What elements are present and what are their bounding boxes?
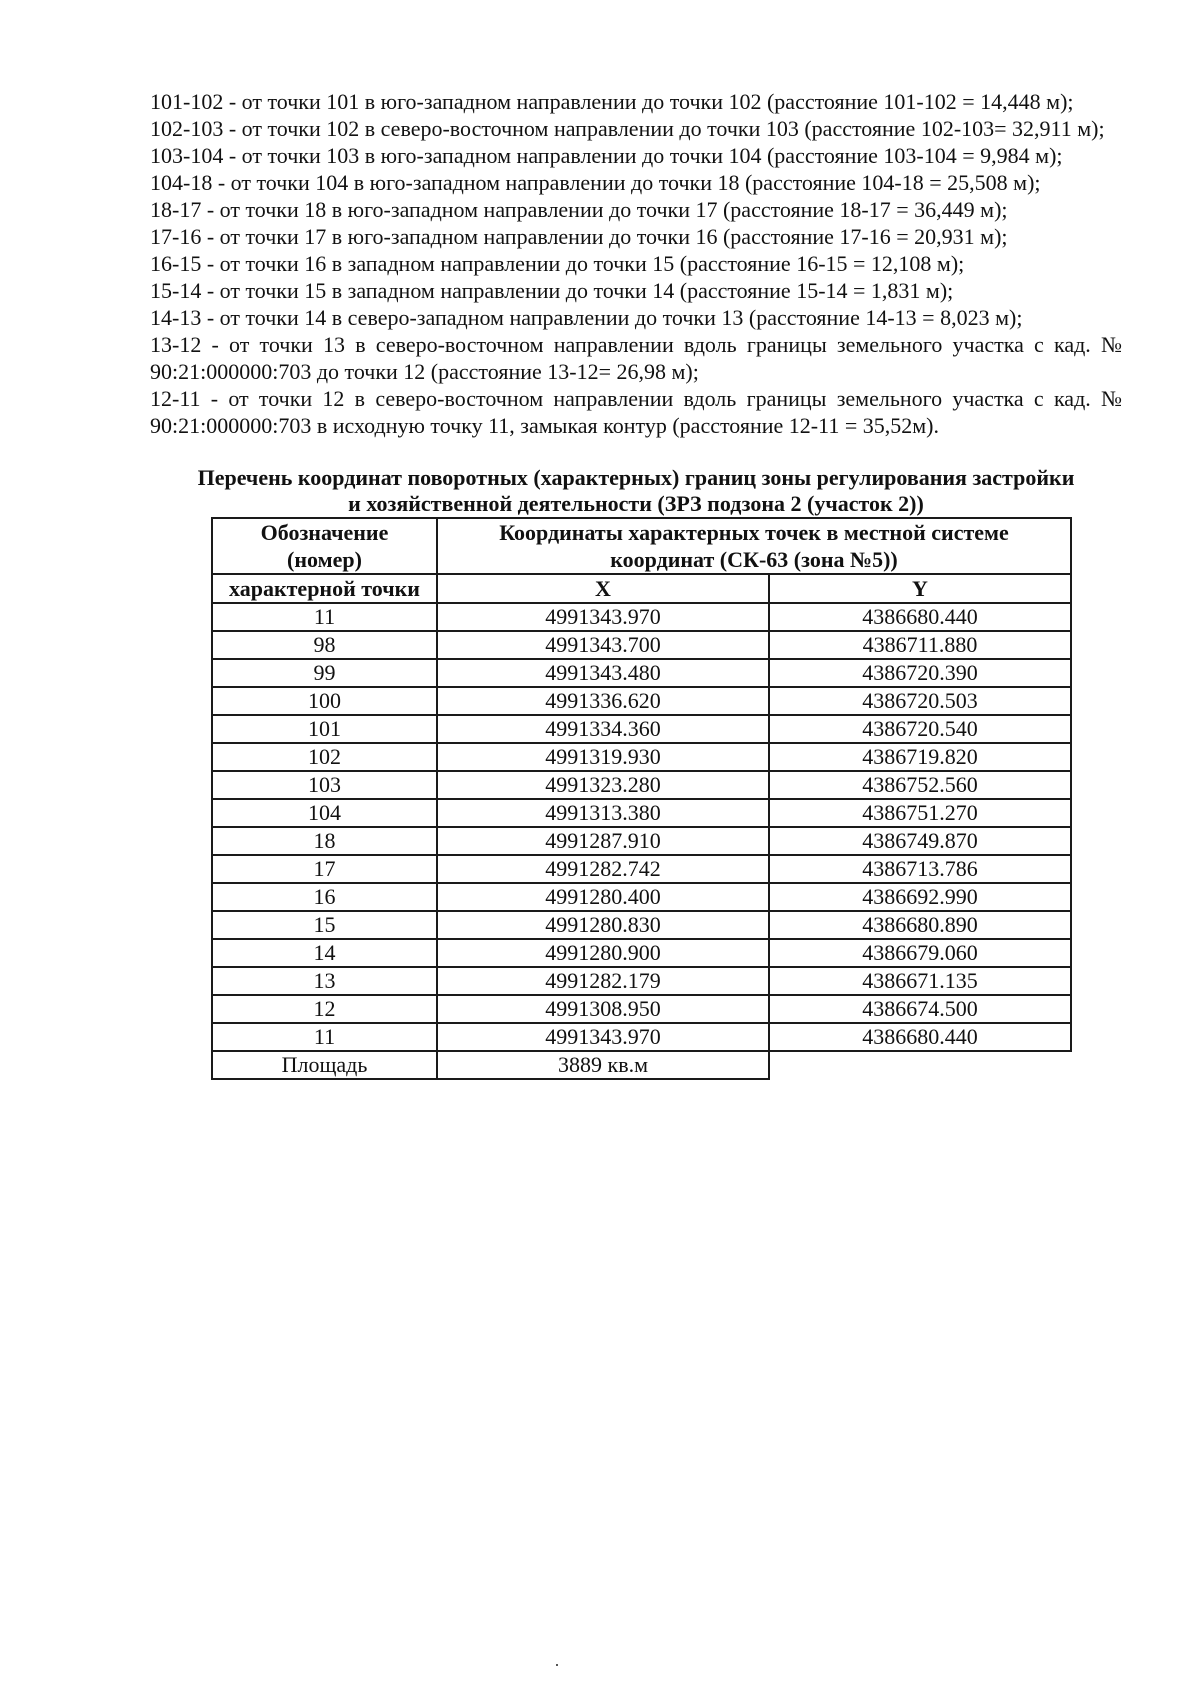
table-row [212,827,1071,855]
point-cell: 98 [212,631,437,659]
y-cell: 4386720.390 [769,659,1071,687]
x-cell: 4991323.280 [437,771,769,799]
y-cell: 4386680.440 [769,1023,1071,1051]
table-row [212,995,1071,1023]
y-cell: 4386674.500 [769,995,1071,1023]
x-cell: 4991308.950 [437,995,769,1023]
point-header-line: (номер) [287,547,362,572]
point-cell: 12 [212,995,437,1023]
y-cell: 4386749.870 [769,827,1071,855]
boundary-segment-description: 102-103 - от точки 102 в северо-восточном направлении до точки 103 (расстояние 102-103= 32,911 м); [150,116,1105,141]
point-cell: 15 [212,911,437,939]
table-row [212,855,1071,883]
point-cell: 99 [212,659,437,687]
boundary-segment-description: 14-13 - от точки 14 в северо-западном направлении до точки 13 (расстояние 14-13 = 8,023 м); [150,305,1023,330]
table-header-row [212,574,1071,603]
table-row [212,939,1071,967]
boundary-segment-description: 101-102 - от точки 101 в юго-западном направлении до точки 102 (расстояние 101-102 = 14,448 м); [150,89,1074,114]
table-row [212,715,1071,743]
y-cell: 4386751.270 [769,799,1071,827]
x-cell: 4991280.400 [437,883,769,911]
y-cell: 4386752.560 [769,771,1071,799]
table-title-line: Перечень координат поворотных (характерных) границ зоны регулирования застройки [197,465,1075,490]
point-cell: 102 [212,743,437,771]
y-cell: 4386720.540 [769,715,1071,743]
point-cell: 17 [212,855,437,883]
y-cell: 4386692.990 [769,883,1071,911]
area-value: 3889 кв.м [437,1051,769,1079]
table-row [212,603,1071,631]
table-row [212,1023,1071,1051]
point-cell: 103 [212,771,437,799]
point-header [212,518,437,574]
table-row [212,631,1071,659]
coordinates-table [211,517,1072,1080]
x-cell: 4991282.179 [437,967,769,995]
area-empty-cell [769,1051,1071,1079]
boundary-segment-description: 18-17 - от точки 18 в юго-западном направлении до точки 17 (расстояние 18-17 = 36,449 м); [150,197,1008,222]
x-cell: 4991343.970 [437,603,769,631]
table-row [212,799,1071,827]
point-cell: 100 [212,687,437,715]
x-header: X [437,574,769,603]
table-row [212,659,1071,687]
x-cell: 4991336.620 [437,687,769,715]
x-cell: 4991319.930 [437,743,769,771]
area-label: Площадь [212,1051,437,1079]
x-cell: 4991343.970 [437,1023,769,1051]
table-row [212,771,1071,799]
boundary-description-list [150,88,1122,439]
table-row [212,883,1071,911]
x-cell: 4991334.360 [437,715,769,743]
document-page [150,88,1122,1080]
table-title-line: и хозяйственной деятельности (ЗРЗ подзона 2 (участок 2)) [348,491,924,516]
coordinates-table-body [212,603,1071,1079]
boundary-segment-description: 103-104 - от точки 103 в юго-западном направлении до точки 104 (расстояние 103-104 = 9,984 м); [150,143,1063,168]
coords-header-line: Координаты характерных точек в местной системе [499,520,1009,545]
y-cell: 4386671.135 [769,967,1071,995]
table-row [212,743,1071,771]
y-cell: 4386713.786 [769,855,1071,883]
point-cell: 14 [212,939,437,967]
point-cell: 11 [212,603,437,631]
point-cell: 18 [212,827,437,855]
y-header: Y [769,574,1071,603]
boundary-segment-description: 12-11 - от точки 12 в северо-восточном направлении вдоль границы земельного участка с кад. № 90:21:000000:703 в исходную точку 11, замыкая контур (расстояние 12-11 = 35,52м). [150,386,1122,438]
y-cell: 4386679.060 [769,939,1071,967]
boundary-segment-description: 16-15 - от точки 16 в западном направлении до точки 15 (расстояние 16-15 = 12,108 м); [150,251,965,276]
table-title [150,465,1122,517]
point-cell: 101 [212,715,437,743]
x-cell: 4991313.380 [437,799,769,827]
x-cell: 4991343.480 [437,659,769,687]
point-header-line3: характерной точки [212,574,437,603]
scan-speck [556,1664,558,1666]
area-row [212,1051,1071,1079]
x-cell: 4991287.910 [437,827,769,855]
x-cell: 4991280.900 [437,939,769,967]
point-cell: 11 [212,1023,437,1051]
x-cell: 4991280.830 [437,911,769,939]
boundary-segment-description: 15-14 - от точки 15 в западном направлении до точки 14 (расстояние 15-14 = 1,831 м); [150,278,954,303]
boundary-segment-description: 17-16 - от точки 17 в юго-западном направлении до точки 16 (расстояние 17-16 = 20,931 м); [150,224,1008,249]
table-row [212,967,1071,995]
table-header-row [212,518,1071,574]
y-cell: 4386720.503 [769,687,1071,715]
coords-header [437,518,1071,574]
coords-header-line: координат (СК-63 (зона №5)) [610,547,898,572]
y-cell: 4386719.820 [769,743,1071,771]
boundary-segment-description: 13-12 - от точки 13 в северо-восточном направлении вдоль границы земельного участка с кад. № 90:21:000000:703 до точки 12 (расстояние 13-12= 26,98 м); [150,332,1122,384]
x-cell: 4991282.742 [437,855,769,883]
x-cell: 4991343.700 [437,631,769,659]
y-cell: 4386680.890 [769,911,1071,939]
point-cell: 16 [212,883,437,911]
y-cell: 4386711.880 [769,631,1071,659]
point-cell: 13 [212,967,437,995]
y-cell: 4386680.440 [769,603,1071,631]
table-row [212,687,1071,715]
table-row [212,911,1071,939]
point-cell: 104 [212,799,437,827]
point-header-line: Обозначение [260,520,389,545]
boundary-segment-description: 104-18 - от точки 104 в юго-западном направлении до точки 18 (расстояние 104-18 = 25,508 м); [150,170,1041,195]
